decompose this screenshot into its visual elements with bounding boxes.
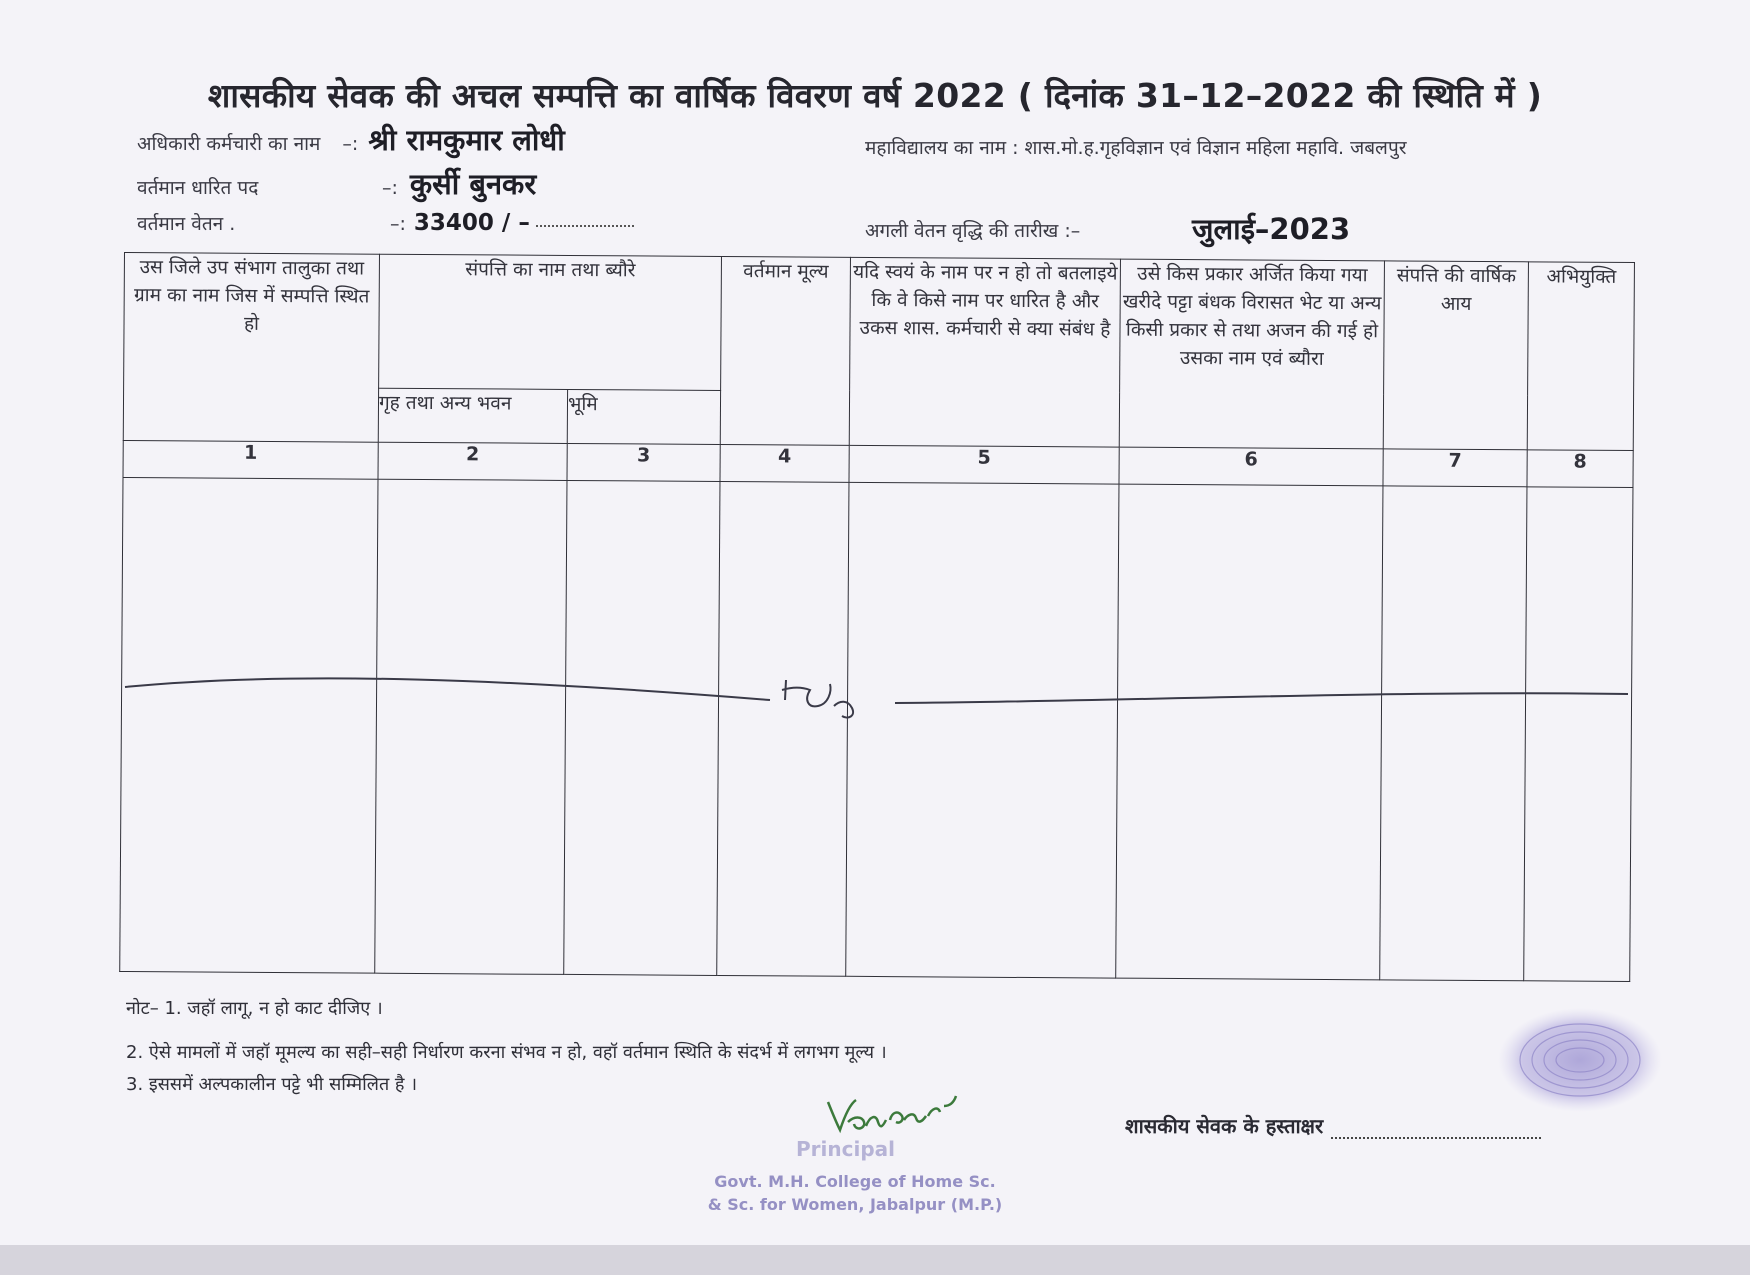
column-number: 2 (378, 442, 567, 481)
servant-signature-label: शासकीय सेवक के हस्ताक्षर (1125, 1114, 1324, 1138)
header-location: उस जिले उप संभाग तालुका तथा ग्राम का नाम जिस में सम्पत्ति स्थित हो (123, 253, 379, 442)
post-field: वर्तमान धारित पद –: कुर्सी बुनकर (137, 167, 537, 201)
note-1: नोट– 1. जहॉ लागू, न हो काट दीजिए । (126, 998, 383, 1019)
form-title: शासकीय सेवक की अचल सम्पत्ति का वार्षिक विवरण वर्ष 2022 ( दिनांक 31–12–2022 की स्थिति में ) (207, 76, 1543, 115)
post-value: कुर्सी बुनकर (409, 167, 537, 201)
post-label: वर्तमान धारित पद (137, 177, 259, 199)
table-cell-empty (846, 483, 1119, 978)
salary-field: वर्तमान वेतन . –: 33400 / – (137, 210, 634, 236)
signature-dotted-line (1331, 1135, 1541, 1139)
table-cell-empty (1524, 487, 1633, 981)
column-number: 3 (567, 443, 720, 482)
subheader-buildings: गृह तथा अन्य भवन (378, 388, 567, 443)
scan-bottom-edge (0, 1245, 1750, 1275)
thumb-impression (1495, 1005, 1665, 1115)
salary-value: 33400 / – (413, 210, 530, 236)
increment-value: जुलाई–2023 (1192, 212, 1351, 246)
increment-label: अगली वेतन वृद्धि की तारीख :– (865, 220, 1081, 242)
employee-name-field: अधिकारी कर्मचारी का नाम –: श्री रामकुमार लोधी (137, 123, 565, 157)
salary-label: वर्तमान वेतन . (137, 213, 236, 235)
header-annual-income: संपत्ति की वार्षिक आय (1383, 261, 1528, 450)
table-cell-empty (564, 481, 720, 976)
servant-signature-field (1125, 1112, 1541, 1139)
table-cell-empty (1116, 484, 1383, 979)
stamp-title: Principal (796, 1137, 895, 1161)
subheader-land: भूमि (567, 389, 720, 444)
employee-name-value: श्री रामकुमार लोधी (368, 123, 565, 157)
stamp-line-college: Govt. M.H. College of Home Sc. (714, 1172, 996, 1191)
college-name-field: महाविद्यालय का नाम : शास.मो.ह.गृहविज्ञान एवं विज्ञान महिला महावि. जबलपुर (865, 137, 1407, 159)
note-2: 2. ऐसे मामलों में जहॉ मूमल्य का सही–सही निर्धारण करना संभव न हो, वहॉ वर्तमान स्थिति के संदर्भ में लगभग मूल्य । (126, 1042, 887, 1063)
column-number: 8 (1527, 449, 1633, 487)
salary-dotted-line (536, 223, 634, 227)
header-current-value: वर्तमान मूल्य (720, 256, 850, 444)
table-cell-empty (1380, 486, 1527, 981)
column-number: 6 (1119, 447, 1383, 486)
column-number: 5 (849, 445, 1119, 485)
header-remarks: अभियुक्ति (1527, 262, 1634, 450)
column-number: 4 (720, 444, 849, 483)
column-number: 7 (1383, 448, 1527, 487)
header-holder-relation: यदि स्वयं के नाम पर न हो तो बतलाइये कि वे किसे नाम पर धारित है और उकस शास. कर्मचारी से क्या संबंध है (849, 257, 1120, 446)
stamp-line-address: & Sc. for Women, Jabalpur (M.P.) (707, 1195, 1003, 1214)
header-property-details: संपत्ति का नाम तथा ब्यौरे (379, 254, 722, 390)
employee-name-label: अधिकारी कर्मचारी का नाम (137, 133, 321, 155)
table-cell-empty (717, 482, 849, 976)
column-number: 1 (123, 440, 378, 479)
header-acquisition: उसे किस प्रकार अर्जित किया गया खरीदे पट्टा बंधक विरासत भेट या अन्य किसी प्रकार से तथा अजन की गई हो उसका नाम एवं ब्यौरा (1119, 259, 1384, 448)
property-table (119, 252, 1635, 982)
note-3: 3. इससमें अल्पकालीन पट्टे भी सम्मिलित है । (126, 1074, 418, 1095)
table-cell-empty (120, 478, 378, 973)
table-cell-empty (375, 480, 567, 975)
